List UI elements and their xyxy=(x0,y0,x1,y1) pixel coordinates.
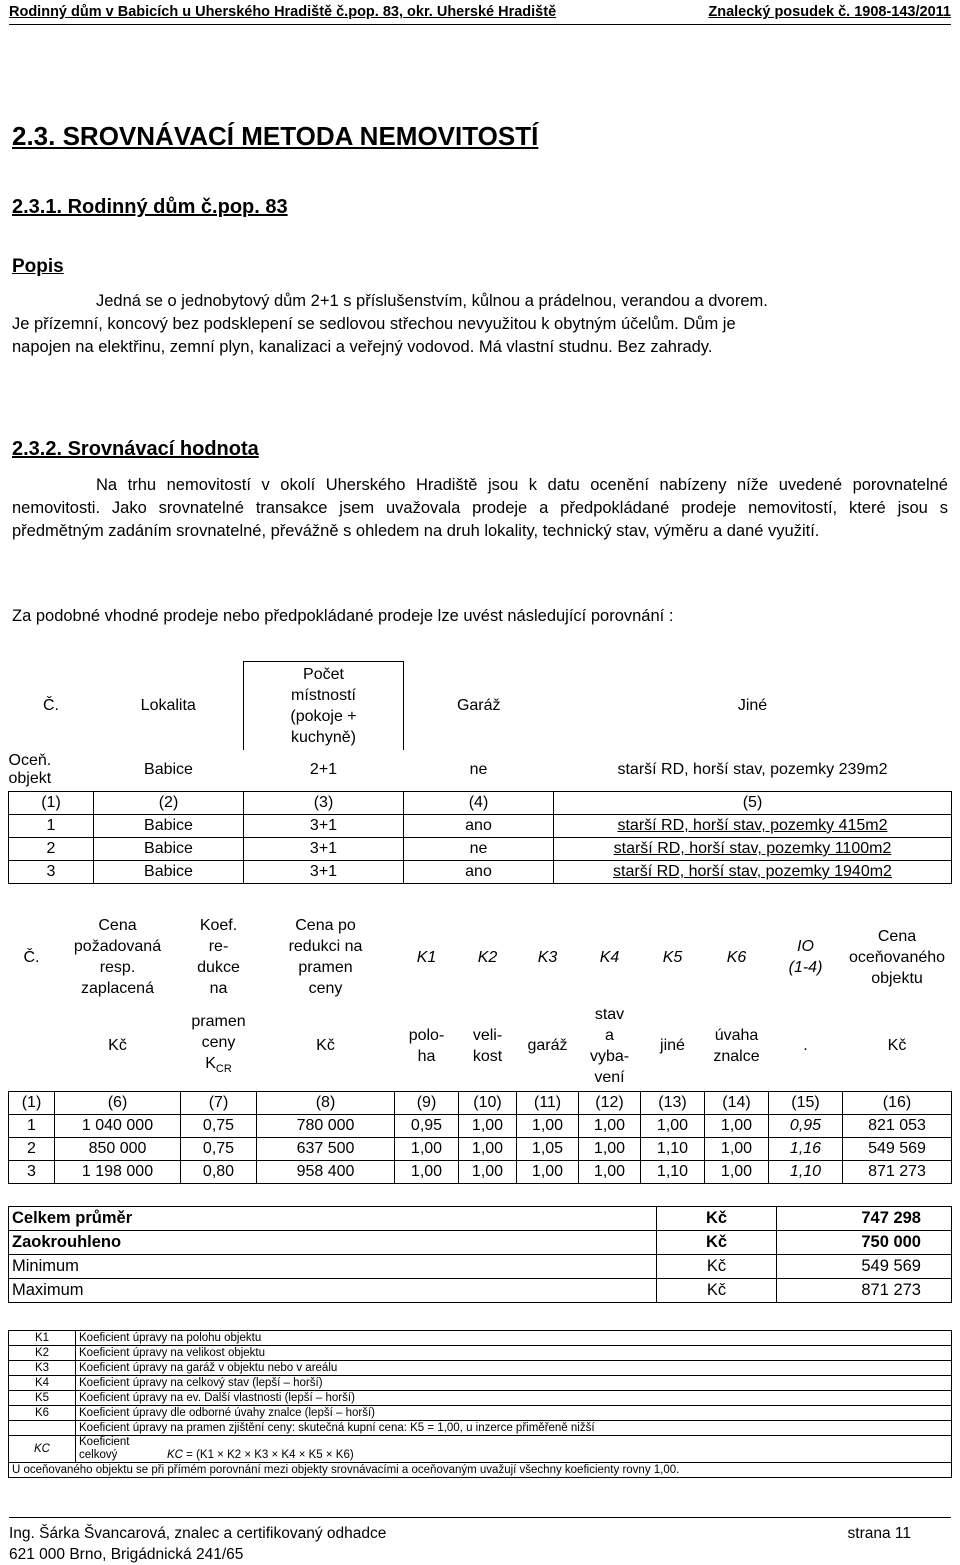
cell: 1,00 xyxy=(517,1160,579,1183)
u-k4-1: stav xyxy=(594,1005,625,1023)
u-kcr-k: K xyxy=(205,1055,216,1073)
summary-label: Minimum xyxy=(9,1255,657,1279)
cell: Babice xyxy=(94,838,244,861)
th2-koef-1: Koef. xyxy=(199,917,238,934)
th-pocet-text: Počet místností (pokoje + kuchyně) xyxy=(290,665,357,746)
colnum: (4) xyxy=(404,792,554,815)
table-row xyxy=(9,1160,952,1183)
colnum: (12) xyxy=(579,1091,641,1114)
u-k4-4: vení xyxy=(594,1068,625,1086)
cell: 1,00 xyxy=(459,1137,517,1160)
th2-k1: K1 xyxy=(416,948,437,966)
cell: 871 273 xyxy=(843,1160,952,1183)
cell: ne xyxy=(404,838,554,861)
th-garaz: Garáž xyxy=(456,696,501,714)
subject-lokalita: Babice xyxy=(144,761,193,779)
cell: 780 000 xyxy=(257,1114,395,1137)
th2-k5: K5 xyxy=(662,948,683,966)
cell: 1,00 xyxy=(395,1160,459,1183)
u-k4 xyxy=(579,1001,641,1091)
th2-cenapo-4: ceny xyxy=(308,980,343,997)
subject-label-1: Oceň. xyxy=(8,752,52,770)
cell: starší RD, horší stav, pozemky 415m2 xyxy=(554,815,952,838)
legend-text: Koeficient úpravy na pramen zjištění ceny: skutečná kupní cena: K5 = 1,00, u inzerce přiměřeně nižší xyxy=(76,1421,952,1436)
th2-cena-4: zaplacená xyxy=(81,980,154,997)
valuation-header-row xyxy=(9,913,952,1001)
u-k6-2: znalce xyxy=(713,1047,760,1065)
cell: 850 000 xyxy=(55,1137,181,1160)
u-k6-1: úvaha xyxy=(714,1026,759,1044)
th2-io-1: IO xyxy=(797,938,814,955)
srovnavaci-title: 2.3.2. Srovnávací hodnota xyxy=(12,438,259,460)
cell: 637 500 xyxy=(257,1137,395,1160)
summary-unit: Kč xyxy=(657,1207,777,1231)
cell: 1,00 xyxy=(395,1137,459,1160)
cell: 1,00 xyxy=(579,1160,641,1183)
legend-row xyxy=(9,1421,952,1436)
u-kcr-sub: CR xyxy=(215,1063,232,1076)
cell: starší RD, horší stav, pozemky 1940m2 xyxy=(554,861,952,884)
cell: 1 040 000 xyxy=(55,1114,181,1137)
th2-cena-1: Cena xyxy=(98,917,137,934)
u-pramen-1: pramen xyxy=(191,1013,246,1031)
cell: 1,00 xyxy=(705,1137,769,1160)
cell: 3+1 xyxy=(244,815,404,838)
subject-garaz: ne xyxy=(469,761,488,779)
valuation-unit-row xyxy=(9,1001,952,1091)
legend-row xyxy=(9,1361,952,1376)
summary-row-maximum xyxy=(9,1279,952,1303)
th2-cenaoc-2: oceňovaného xyxy=(848,948,946,966)
cell: 1,00 xyxy=(705,1114,769,1137)
th-jine: Jiné xyxy=(737,696,768,714)
colnum: (1) xyxy=(9,1091,55,1114)
cell: 1,05 xyxy=(517,1137,579,1160)
cell: 1,10 xyxy=(641,1160,705,1183)
th-pocet xyxy=(244,662,404,750)
u-k3: garáž xyxy=(527,1037,568,1055)
legend-row xyxy=(9,1346,952,1361)
page-header xyxy=(9,2,951,25)
legend-code: K2 xyxy=(9,1346,76,1361)
colnum: (1) xyxy=(9,792,94,815)
table-row xyxy=(9,861,952,884)
subsection-title: 2.3.1. Rodinný dům č.pop. 83 xyxy=(12,196,288,218)
th2-koef-3: dukce xyxy=(197,959,240,976)
legend-text: Koeficient úpravy dle odborné úvahy znalce (lepší – horší) xyxy=(76,1406,952,1421)
comparison-table xyxy=(8,661,952,884)
th2-io xyxy=(769,913,843,1001)
cell: 0,95 xyxy=(395,1114,459,1137)
summary-value: 750 000 xyxy=(777,1231,952,1255)
legend-note-row xyxy=(9,1463,952,1478)
summary-table xyxy=(8,1206,952,1303)
legend-text: Koeficient úpravy na ev. Další vlastnosti (lepší – horší) xyxy=(76,1391,952,1406)
cell: ano xyxy=(404,861,554,884)
cell: 0,75 xyxy=(181,1137,257,1160)
colnum: (9) xyxy=(395,1091,459,1114)
legend-row xyxy=(9,1406,952,1421)
legend-code: K5 xyxy=(9,1391,76,1406)
th2-cenapo xyxy=(257,913,395,1001)
colnum: (15) xyxy=(769,1091,843,1114)
u-k1-2: ha xyxy=(417,1047,436,1065)
cell: 1,00 xyxy=(459,1160,517,1183)
cell: 3 xyxy=(9,1160,55,1183)
popis-line-1: Jedná se o jednobytový dům 2+1 s příslušenstvím, kůlnou a prádelnou, verandou a dvorem. xyxy=(96,292,768,310)
subject-label xyxy=(9,750,94,792)
th2-cenapo-3: pramen xyxy=(298,959,353,976)
subject-label-2: objekt xyxy=(8,770,52,788)
footer-line-1: Ing. Šárka Švancarová, znalec a certifikovaný odhadce xyxy=(9,1525,387,1542)
colnum: (6) xyxy=(55,1091,181,1114)
cell: ano xyxy=(404,815,554,838)
th2-cenapo-1: Cena po xyxy=(295,917,356,934)
cell: 1,00 xyxy=(579,1137,641,1160)
u-k4-3: vyba- xyxy=(589,1047,630,1065)
legend-code: K6 xyxy=(9,1406,76,1421)
table-row xyxy=(9,1114,952,1137)
th2-koef xyxy=(181,913,257,1001)
cell: 549 569 xyxy=(843,1137,952,1160)
cell: 0,75 xyxy=(181,1114,257,1137)
legend-code: KC xyxy=(9,1436,76,1463)
cell: Babice xyxy=(94,815,244,838)
cell: 1 xyxy=(9,1114,55,1137)
th2-cenaoc-3: objektu xyxy=(871,969,923,987)
th2-k4: K4 xyxy=(599,948,620,966)
th2-cena-3: resp. xyxy=(99,959,136,976)
cell: 3+1 xyxy=(244,861,404,884)
page-footer xyxy=(9,1517,951,1565)
th2-cislo: Č. xyxy=(23,948,40,966)
section-title: 2.3. SROVNÁVACÍ METODA NEMOVITOSTÍ xyxy=(12,121,539,151)
srovnavaci-paragraph: Na trhu nemovitostí v okolí Uherského Hradiště jsou k datu ocenění nabízeny níže uvedené porovnatelné nemovitosti. Jako srovnatelné transakce jsem uvažovala prodeje a předpokládané prodeje nemovitostí, které jsou s předmětným zadáním srovnatelné, převážně s ohledem na druh lokality, technický stav, výměru a dané využití. xyxy=(12,476,948,540)
th2-cenaoc xyxy=(843,913,952,1001)
colnum: (7) xyxy=(181,1091,257,1114)
cell: 3+1 xyxy=(244,838,404,861)
th2-cena-2: požadovaná xyxy=(73,938,162,955)
legend-row xyxy=(9,1331,952,1346)
th2-k6: K6 xyxy=(726,948,747,966)
legend-table xyxy=(8,1330,952,1478)
legend-row-kc xyxy=(9,1436,952,1463)
u-k5: jiné xyxy=(660,1037,685,1055)
popis-line-2: Je přízemní, koncový bez podsklepení se sedlovou střechou nevyužitou k obytným účelům. Dům je xyxy=(12,315,736,333)
th2-cena xyxy=(55,913,181,1001)
th2-cenaoc-1: Cena xyxy=(877,927,917,945)
table-row xyxy=(9,838,952,861)
th2-koef-2: re- xyxy=(208,938,229,955)
legend-row xyxy=(9,1376,952,1391)
cell: 1,00 xyxy=(517,1114,579,1137)
summary-label: Maximum xyxy=(9,1279,657,1303)
colnum: (3) xyxy=(244,792,404,815)
cell: 2 xyxy=(9,838,94,861)
u-k1-1: polo- xyxy=(408,1026,445,1044)
legend-note: U oceňovaného objektu se při přímém porovnání mezi objekty srovnávacími a oceňovaným uvažují všechny koeficienty rovny 1,00. xyxy=(9,1463,952,1478)
cell: 1 xyxy=(9,815,94,838)
srovnavaci-text xyxy=(12,474,948,543)
summary-value: 747 298 xyxy=(777,1207,952,1231)
legend-text: Koeficient úpravy na polohu objektu xyxy=(76,1331,952,1346)
th2-k3: K3 xyxy=(537,948,558,966)
legend-code: K3 xyxy=(9,1361,76,1376)
comparison-colnum-row xyxy=(9,792,952,815)
footer-line-2: 621 000 Brno, Brigádnická 241/65 xyxy=(9,1546,244,1563)
summary-unit: Kč xyxy=(657,1279,777,1303)
valuation-colnum-row xyxy=(9,1091,952,1114)
u-k6 xyxy=(705,1001,769,1091)
u-empty xyxy=(9,1001,55,1091)
cell: 2 xyxy=(9,1137,55,1160)
u-kcr xyxy=(181,1053,257,1080)
cell: 3 xyxy=(9,861,94,884)
u-pramen-2: ceny xyxy=(201,1034,236,1052)
subject-pocet: 2+1 xyxy=(309,761,338,779)
cell: 1,10 xyxy=(769,1160,843,1183)
summary-label: Celkem průměr xyxy=(9,1207,657,1231)
th-lokalita: Lokalita xyxy=(140,696,196,714)
colnum: (10) xyxy=(459,1091,517,1114)
srovnavaci-intro: Za podobné vhodné prodeje nebo předpokládané prodeje lze uvést následující porovnání : xyxy=(12,607,674,625)
legend-text: Koeficient úpravy na celkový stav (lepší – horší) xyxy=(76,1376,952,1391)
legend-text: Koeficient úpravy na garáž v objektu nebo v areálu xyxy=(76,1361,952,1376)
comparison-header-row xyxy=(9,662,952,750)
u-io: . xyxy=(803,1037,808,1055)
cell: 1,10 xyxy=(641,1137,705,1160)
legend-kc-label: Koeficient celkový xyxy=(79,1436,130,1461)
legend-kc-formula: = (K1 × K2 × K3 × K4 × K5 × K6) xyxy=(182,1449,354,1461)
u-kc2: Kč xyxy=(316,1037,335,1055)
u-kc1: Kč xyxy=(108,1037,127,1055)
summary-row-average xyxy=(9,1207,952,1231)
colnum: (11) xyxy=(517,1091,579,1114)
cell: 1,00 xyxy=(641,1114,705,1137)
cell: 1,00 xyxy=(459,1114,517,1137)
u-k1 xyxy=(395,1001,459,1091)
colnum: (13) xyxy=(641,1091,705,1114)
cell: 0,80 xyxy=(181,1160,257,1183)
summary-unit: Kč xyxy=(657,1255,777,1279)
popis-title: Popis xyxy=(12,256,64,277)
summary-value: 871 273 xyxy=(777,1279,952,1303)
subject-row xyxy=(9,750,952,792)
subject-jine: starší RD, horší stav, pozemky 239m2 xyxy=(617,761,888,779)
th2-k2: K2 xyxy=(477,948,498,966)
popis-line-3: napojen na elektřinu, zemní plyn, kanalizaci a veřejný vodovod. Má vlastní studnu. Bez zahrady. xyxy=(12,338,713,356)
th2-cenapo-2: redukci na xyxy=(288,938,363,955)
u-k2-2: kost xyxy=(472,1047,503,1065)
summary-value: 549 569 xyxy=(777,1255,952,1279)
colnum: (16) xyxy=(843,1091,952,1114)
cell: 821 053 xyxy=(843,1114,952,1137)
th2-io-2: (1-4) xyxy=(788,959,823,976)
cell: starší RD, horší stav, pozemky 1100m2 xyxy=(554,838,952,861)
cell: 1,16 xyxy=(769,1137,843,1160)
table-row xyxy=(9,1137,952,1160)
summary-unit: Kč xyxy=(657,1231,777,1255)
legend-code: K1 xyxy=(9,1331,76,1346)
summary-row-rounded xyxy=(9,1231,952,1255)
u-pramen xyxy=(181,1001,257,1091)
cell: 1,00 xyxy=(579,1114,641,1137)
legend-code: K4 xyxy=(9,1376,76,1391)
colnum: (2) xyxy=(94,792,244,815)
cell: 1,00 xyxy=(705,1160,769,1183)
u-k4-2: a xyxy=(605,1026,614,1044)
legend-kc-formula-kc: KC xyxy=(167,1449,183,1461)
u-kc3: Kč xyxy=(887,1037,907,1055)
u-k2-1: veli- xyxy=(472,1026,503,1044)
popis-text xyxy=(12,290,948,359)
valuation-table xyxy=(8,913,952,1184)
table-row xyxy=(9,815,952,838)
summary-row-minimum xyxy=(9,1255,952,1279)
colnum: (14) xyxy=(705,1091,769,1114)
legend-code xyxy=(9,1421,76,1436)
cell: 0,95 xyxy=(769,1114,843,1137)
header-left: Rodinný dům v Babicích u Uherského Hradiště č.pop. 83, okr. Uherské Hradiště xyxy=(9,4,557,20)
summary-label: Zaokrouhleno xyxy=(9,1231,657,1255)
th2-koef-4: na xyxy=(209,980,228,997)
legend-text: Koeficient úpravy na velikost objektu xyxy=(76,1346,952,1361)
colnum: (5) xyxy=(554,792,952,815)
th-cislo: Č. xyxy=(43,696,59,714)
cell: Babice xyxy=(94,861,244,884)
u-k2 xyxy=(459,1001,517,1091)
cell: 1 198 000 xyxy=(55,1160,181,1183)
legend-row xyxy=(9,1391,952,1406)
page-number: strana 11 xyxy=(847,1525,911,1542)
cell: 958 400 xyxy=(257,1160,395,1183)
colnum: (8) xyxy=(257,1091,395,1114)
header-right: Znalecký posudek č. 1908-143/2011 xyxy=(708,4,951,20)
legend-kc-text xyxy=(76,1436,952,1463)
